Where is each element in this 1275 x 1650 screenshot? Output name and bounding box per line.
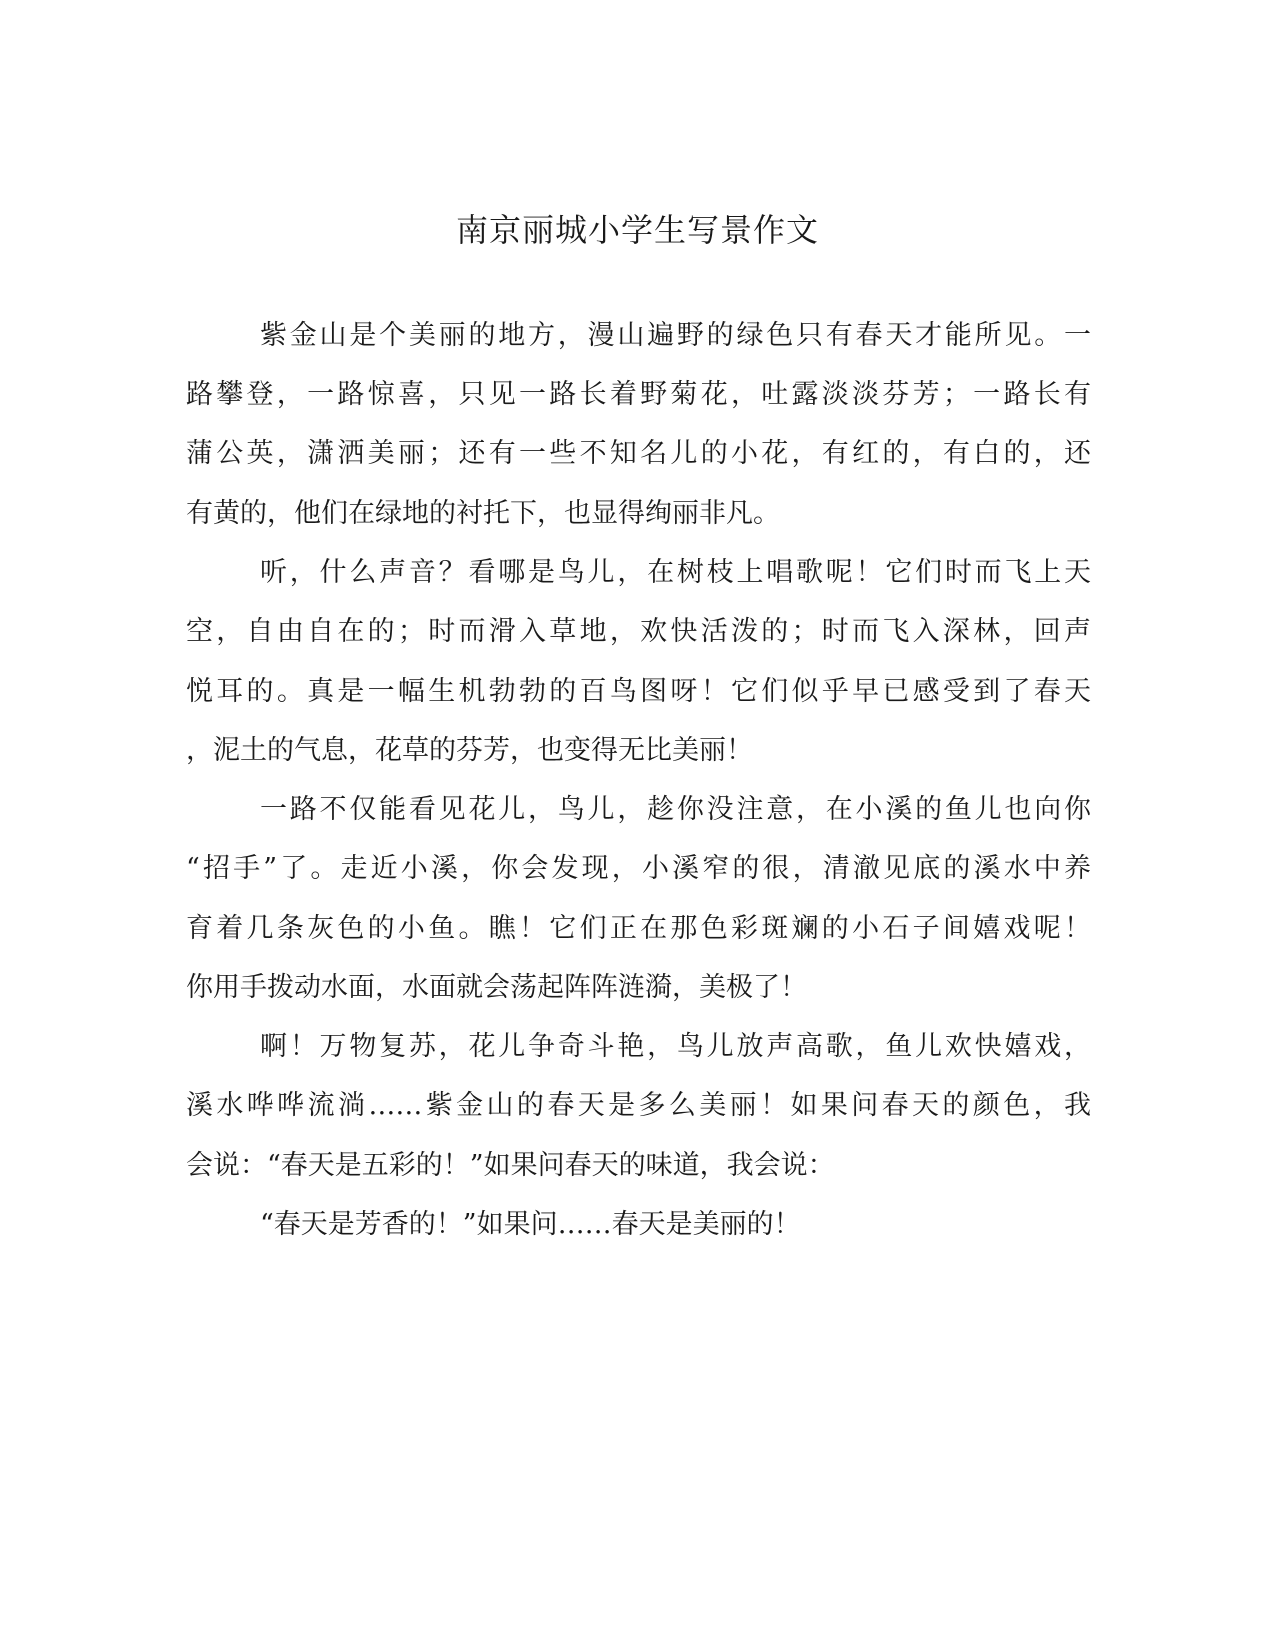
- paragraph-4-line-3: 会说：“春天是五彩的！”如果问春天的味道，我会说：: [186, 1150, 835, 1181]
- paragraph-1-line-3: 蒲公英，潇洒美丽；还有一些不知名儿的小花，有红的，有白的，还: [186, 438, 1091, 469]
- paragraph-3-line-3: 育着几条灰色的小鱼。瞧！它们正在那色彩斑斓的小石子间嬉戏呢！: [186, 913, 1091, 944]
- paragraph-1-line-1: 紫金山是个美丽的地方，漫山遍野的绿色只有春天才能所见。一: [260, 320, 1091, 351]
- paragraph-2-line-2: 空，自由自在的；时而滑入草地，欢快活泼的；时而飞入深林，回声: [186, 616, 1091, 647]
- paragraph-1-line-4: 有黄的，他们在绿地的衬托下，也显得绚丽非凡。: [186, 498, 780, 529]
- paragraph-5-line-1: “春天是芳香的！”如果问……春天是美丽的！: [260, 1209, 801, 1240]
- paragraph-4-line-1: 啊！万物复苏，花儿争奇斗艳，鸟儿放声高歌，鱼儿欢快嬉戏，: [260, 1031, 1091, 1062]
- paragraph-4-line-2: 溪水哗哗流淌……紫金山的春天是多么美丽！如果问春天的颜色，我: [186, 1090, 1091, 1121]
- paragraph-3-line-2: “招手”了。走近小溪，你会发现，小溪窄的很，清澈见底的溪水中养: [186, 853, 1091, 884]
- paragraph-2-line-1: 听，什么声音？看哪是鸟儿，在树枝上唱歌呢！它们时而飞上天: [260, 557, 1091, 588]
- paragraph-2-line-3: 悦耳的。真是一幅生机勃勃的百鸟图呀！它们似乎早已感受到了春天: [186, 676, 1091, 707]
- paragraph-3-line-1: 一路不仅能看见花儿，鸟儿，趁你没注意，在小溪的鱼儿也向你: [260, 794, 1091, 825]
- paragraph-1-line-2: 路攀登，一路惊喜，只见一路长着野菊花，吐露淡淡芬芳；一路长有: [186, 379, 1091, 410]
- paragraph-2-line-4: ，泥土的气息，花草的芬芳，也变得无比美丽！: [186, 735, 753, 766]
- paragraph-3-line-4: 你用手拨动水面，水面就会荡起阵阵涟漪，美极了！: [186, 972, 807, 1003]
- document-title: 南京丽城小学生写景作文: [455, 211, 819, 249]
